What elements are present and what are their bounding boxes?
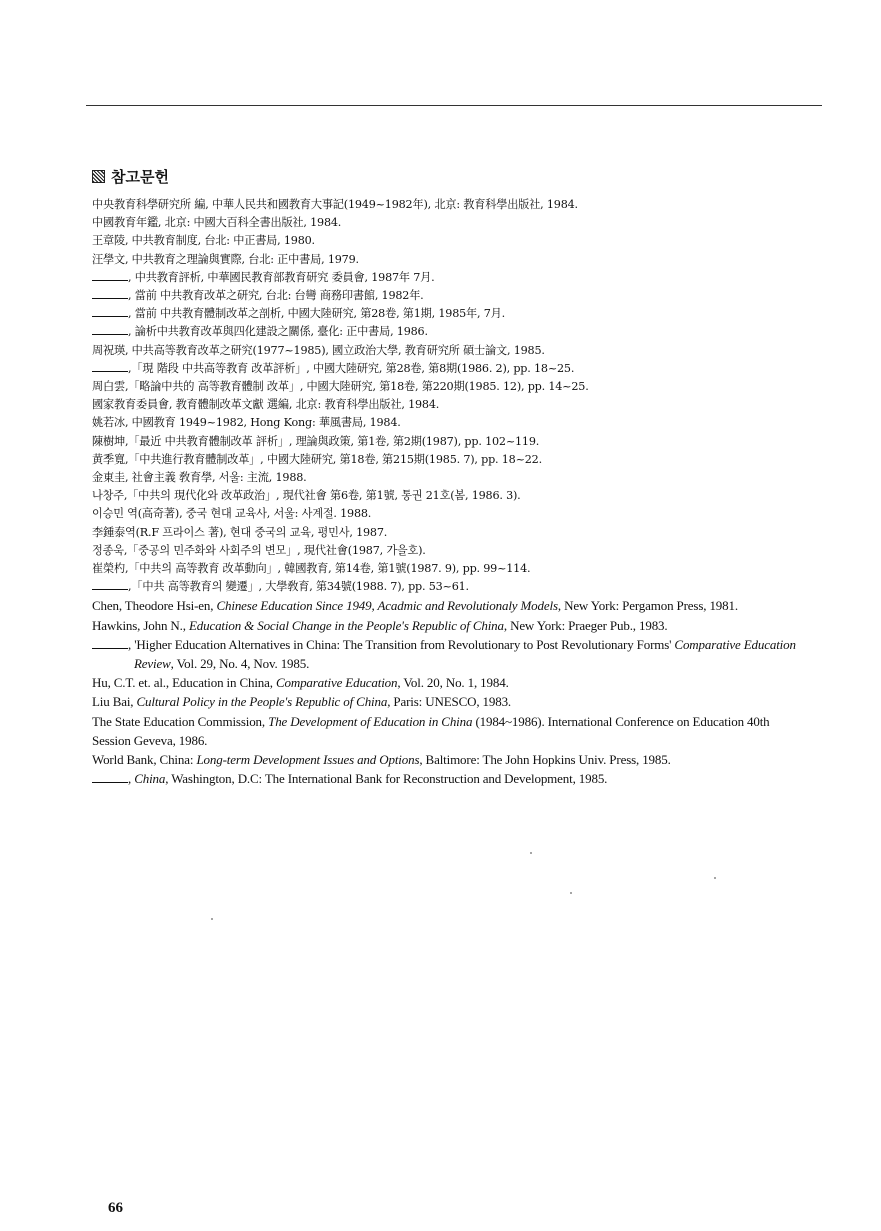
reference-entry	[92, 269, 806, 287]
reference-text: ,「現 階段 中共高等教育 改革評析」, 中國大陸研究, 第28卷, 第8期(1986. 2), pp. 18~25.	[128, 361, 575, 375]
repeat-author-rule	[92, 578, 128, 590]
reference-entry	[92, 232, 806, 250]
reference-text: 周祝瑛, 中共高等教育改革之研究(1977~1985), 國立政治大學, 教育研究所 碩士論文, 1985.	[92, 343, 545, 357]
reference-entry	[92, 433, 806, 451]
reference-entry	[92, 287, 806, 305]
reference-text: , 'Higher Education Alternatives in China: The Transition from Revolutionary to Post Revolutionary Forms'	[128, 636, 675, 652]
reference-entry	[92, 542, 806, 560]
reference-entry	[92, 596, 806, 615]
reference-text: 姚若冰, 中國教育 1949~1982, Hong Kong: 華風書局, 1984.	[92, 416, 401, 430]
reference-title: China	[134, 771, 166, 787]
reference-text: Liu Bai,	[92, 694, 137, 710]
reference-entry	[92, 578, 806, 596]
reference-entry	[92, 524, 806, 542]
reference-text: 黄季寬,「中共進行教育體制改革」, 中國大陸研究, 第18卷, 第215期(1985. 7), pp. 18~22.	[92, 452, 542, 466]
reference-text: , New York: Pergamon Press, 1981.	[557, 598, 738, 614]
reference-text: 王章陵, 中共教育制度, 台北: 中正書局, 1980.	[92, 234, 315, 248]
reference-text: 정종욱,「중공의 민주화와 사회주의 변모」, 現代社會(1987, 가을호).	[92, 543, 426, 557]
reference-text: Chen, Theodore Hsi-en,	[92, 598, 217, 614]
reference-text: , 當前 中共教育體制改革之剖析, 中國大陸研究, 第28卷, 第1期, 1985年, 7月.	[128, 307, 506, 321]
reference-text: World Bank, China:	[92, 752, 197, 768]
repeat-author-rule	[92, 305, 128, 317]
scan-speck	[570, 892, 572, 894]
reference-entry	[92, 378, 806, 396]
reference-entry	[92, 769, 806, 788]
reference-text: , 論析中共教育改革與四化建設之關係, 臺化: 正中書局, 1986.	[128, 325, 428, 339]
repeat-author-rule	[92, 637, 128, 649]
reference-entry	[92, 251, 806, 269]
repeat-author-rule	[92, 360, 128, 372]
scan-speck	[530, 852, 532, 854]
reference-entry	[92, 396, 806, 414]
reference-text: ,「中共 高等教育의 變遷」, 大學敎育, 第34號(1988. 7), pp. 53~61.	[128, 580, 469, 594]
reference-list	[92, 196, 806, 789]
scan-speck	[211, 918, 213, 920]
reference-text: , Washington, D.C: The International Bank for Reconstruction and Development, 1985.	[165, 771, 608, 787]
reference-entry	[92, 487, 806, 505]
repeat-author-rule	[92, 287, 128, 299]
reference-title: Education & Social Change in the People's Republic of China	[188, 617, 504, 633]
reference-text: 汪學文, 中共教育之理論與實際, 台北: 正中書局, 1979.	[92, 252, 359, 266]
reference-text: , Baltimore: The John Hopkins Univ. Press, 1985.	[419, 752, 671, 768]
reference-title: The Development of Education in China	[268, 713, 473, 729]
section-heading	[92, 166, 169, 187]
reference-title: Comparative Education Review	[134, 636, 796, 672]
top-rule	[86, 105, 822, 106]
reference-entry	[92, 712, 806, 750]
reference-entry	[92, 305, 806, 323]
reference-text: 中央教育科學研究所 編, 中華人民共和國教育大事記(1949~1982年), 北京: 教育科學出版社, 1984.	[92, 198, 578, 211]
reference-title: Cultural Policy in the People's Republic of China	[136, 694, 388, 710]
reference-text: 이승민 역(高奇著), 중국 현대 교육사, 서울: 사계절. 1988.	[92, 507, 372, 521]
reference-entry	[92, 673, 806, 692]
reference-text: 中國教育年鑑, 北京: 中國大百科全書出版社, 1984.	[92, 216, 342, 230]
reference-text: 李鍾泰역(R.F 프라이스 著), 현대 중국의 교육, 평민사, 1987.	[92, 525, 388, 539]
reference-text: , Paris: UNESCO, 1983.	[387, 694, 512, 710]
reference-entry	[92, 414, 806, 432]
reference-entry	[92, 750, 806, 769]
reference-text: 國家教育委員會, 教育體制改革文獻 選編, 北京: 教育科學出版社, 1984.	[92, 398, 440, 412]
reference-text: , New York: Praeger Pub., 1983.	[503, 617, 668, 633]
hatched-square-icon	[92, 170, 105, 183]
reference-text: The State Education Commission,	[92, 713, 269, 729]
reference-text: Hu, C.T. et. al., Education in China,	[92, 675, 276, 691]
reference-entry	[92, 635, 806, 673]
reference-entry	[92, 451, 806, 469]
reference-title: Long-term Development Issues and Options	[196, 752, 420, 768]
repeat-author-rule	[92, 269, 128, 281]
reference-entry	[92, 342, 806, 360]
reference-text: , Vol. 29, No. 4, Nov. 1985.	[170, 656, 310, 672]
reference-entry	[92, 196, 806, 214]
reference-entry	[92, 214, 806, 232]
reference-text: Hawkins, John N.,	[92, 617, 189, 633]
reference-entry	[92, 323, 806, 341]
reference-entry	[92, 360, 806, 378]
reference-text: 金東圭, 社會主義 敎育學, 서울: 主流, 1988.	[92, 471, 307, 485]
repeat-author-rule	[92, 323, 128, 335]
reference-text: , 當前 中共教育改革之研究, 台北: 台彎 商務印書館, 1982年.	[128, 289, 424, 303]
reference-text: 陳樹坤,「最近 中共教育體制改革 評析」, 理論與政策, 第1卷, 第2期(1987), pp. 102~119.	[92, 434, 540, 448]
reference-entry	[92, 469, 806, 487]
reference-text: , 中共教育評析, 中華國民教育部教育研究 委員會, 1987年 7月.	[128, 270, 435, 284]
reference-text: ,	[128, 771, 135, 787]
reference-entry	[92, 692, 806, 711]
reference-entry	[92, 616, 806, 635]
reference-entry	[92, 505, 806, 523]
scan-speck	[714, 877, 716, 879]
repeat-author-rule	[92, 771, 128, 783]
reference-text: 崔榮杓,「中共의 高等教育 改革動向」, 韓國教育, 第14卷, 第1號(1987. 9), pp. 99~114.	[92, 562, 531, 576]
reference-text: 周白雲,「略論中共的 高等教育體制 改革」, 中國大陸研究, 第18卷, 第220期(1985. 12), pp. 14~25.	[92, 380, 589, 394]
heading-text: 참고문헌	[111, 168, 169, 186]
reference-text: (1984~1986). International Conference on Education 40th Session Geveva, 1986.	[92, 713, 770, 748]
reference-text: 나창주,「中共의 現代化와 改革政治」, 現代社會 第6卷, 第1號, 통권 21호(봄, 1986. 3).	[92, 489, 521, 503]
page-number: 66	[108, 1200, 123, 1216]
reference-text: , Vol. 20, No. 1, 1984.	[397, 675, 509, 691]
reference-title: Chinese Education Since 1949, Acadmic and Revolutionaly Models	[216, 598, 558, 614]
reference-entry	[92, 560, 806, 578]
reference-title: Comparative Education	[275, 675, 398, 691]
